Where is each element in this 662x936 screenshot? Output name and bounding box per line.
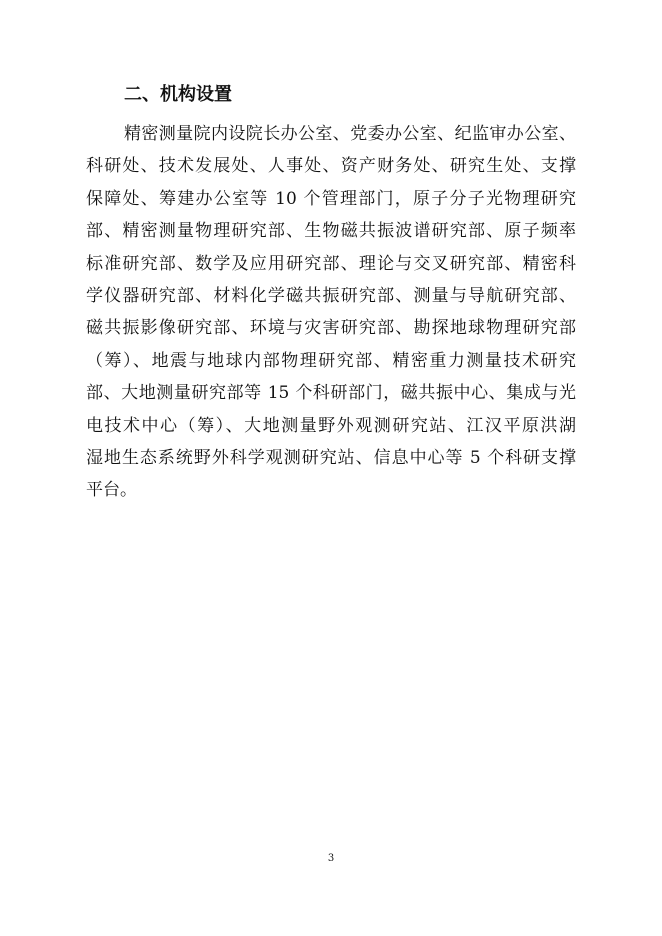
paragraph-line: 精密测量院内设院长办公室、党委办公室、纪监审办公室、	[124, 124, 576, 144]
paragraph-line: 电技术中心（筹）、大地测量野外观测研究站、江汉平原洪湖	[86, 415, 576, 436]
paragraph-line: 湿地生态系统野外科学观测研究站、信息中心等 5 个科研支撑	[86, 447, 576, 468]
paragraph-line: 磁共振影像研究部、环境与灾害研究部、勘探地球物理研究部	[86, 318, 576, 339]
body-paragraph	[86, 118, 576, 507]
paragraph-line: （筹）、地震与地球内部物理研究部、精密重力测量技术研究	[86, 350, 576, 371]
paragraph-line: 部、大地测量研究部等 15 个科研部门，磁共振中心、集成与光	[86, 383, 576, 404]
paragraph-line: 学仪器研究部、材料化学磁共振研究部、测量与导航研究部、	[86, 285, 576, 306]
paragraph-line: 部、精密测量物理研究部、生物磁共振波谱研究部、原子频率	[86, 221, 576, 242]
paragraph-line: 平台。	[86, 480, 137, 501]
paragraph-line: 标准研究部、数学及应用研究部、理论与交叉研究部、精密科	[86, 253, 576, 274]
page-number: 3	[327, 853, 335, 864]
paragraph-line: 科研处、技术发展处、人事处、资产财务处、研究生处、支撑	[86, 156, 576, 177]
paragraph-line: 保障处、筹建办公室等 10 个管理部门，原子分子光物理研究	[86, 188, 576, 209]
section-heading: 二、机构设置	[124, 84, 232, 105]
